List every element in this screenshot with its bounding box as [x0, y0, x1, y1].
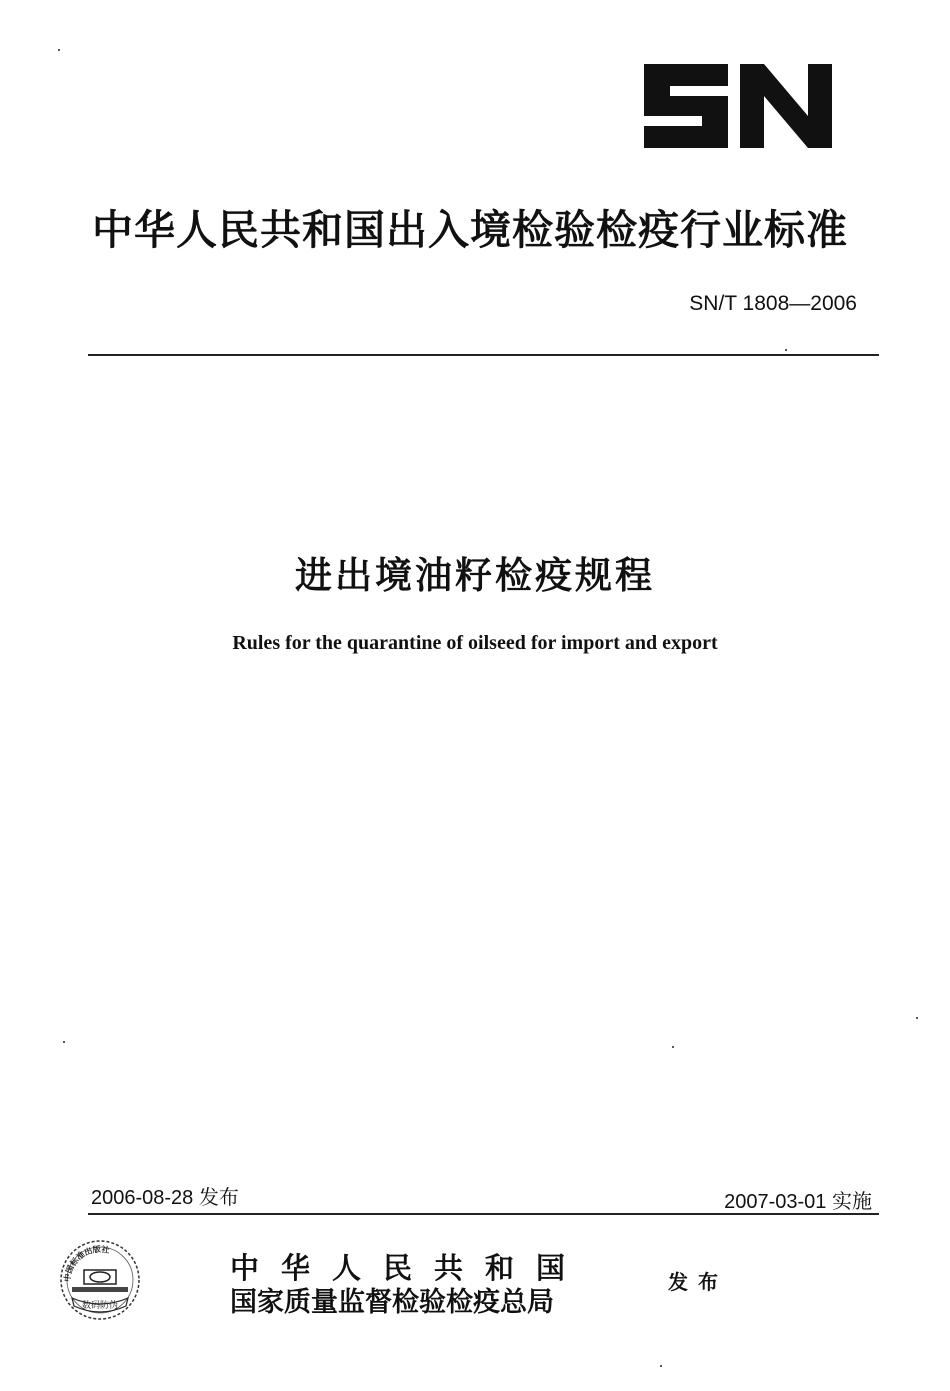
publish-label: 发布 — [668, 1270, 728, 1294]
standard-code: SN/T 1808—2006 — [689, 292, 857, 315]
publisher-country: 中华人民共和国 — [230, 1251, 588, 1285]
document-title-chinese: 进出境油籽检疫规程 — [295, 554, 655, 597]
sn-logo — [640, 56, 836, 156]
scan-speck — [785, 349, 787, 351]
publisher-agency: 国家质量监督检验检疫总局 — [230, 1287, 554, 1318]
top-divider — [88, 354, 879, 356]
scan-speck — [660, 1365, 662, 1367]
bottom-divider — [88, 1213, 879, 1215]
scan-speck — [58, 49, 60, 51]
svg-text:中国标准出版社 — [62, 1244, 110, 1283]
scan-speck — [672, 1046, 674, 1048]
industry-standard-title: 中华人民共和国出入境检验检疫行业标准 — [92, 206, 848, 254]
document-title-english: Rules for the quarantine of oilseed for import and export — [232, 632, 718, 654]
implementation-date: 2007-03-01 实施 — [724, 1191, 872, 1213]
seal-top-text: 中国标准出版社 — [62, 1244, 111, 1283]
scan-speck — [916, 1017, 918, 1019]
scan-speck — [63, 1041, 65, 1043]
issue-date: 2006-08-28 发布 — [91, 1187, 239, 1209]
seal-bottom-text: 数码防伪 — [81, 1301, 119, 1311]
anti-counterfeit-seal — [58, 1238, 142, 1322]
